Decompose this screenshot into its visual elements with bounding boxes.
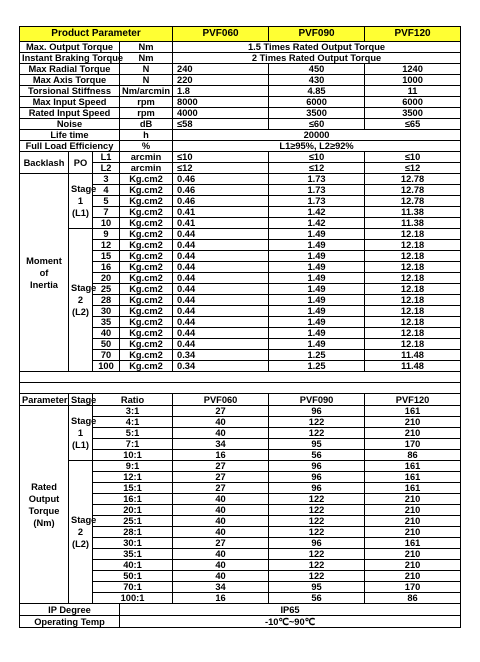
ratio-cell: 40 <box>93 328 120 339</box>
header-stage: Stage <box>69 394 93 406</box>
table-row <box>20 108 461 119</box>
value-cell: 161 <box>365 483 461 494</box>
table-row <box>20 75 461 86</box>
value-cell: 210 <box>365 494 461 505</box>
header-model: PVF120 <box>365 394 461 406</box>
unit-cell: Kg.cm2 <box>120 251 173 262</box>
ratio-cell: 40:1 <box>93 560 173 571</box>
inertia-label <box>20 174 69 372</box>
separator-cell <box>120 383 365 394</box>
value-cell: 12.18 <box>365 317 461 328</box>
value-cell: 0.44 <box>173 295 269 306</box>
value-cell: 12.78 <box>365 196 461 207</box>
ratio-cell: 25:1 <box>93 516 173 527</box>
unit-cell: Kg.cm2 <box>120 361 173 372</box>
unit-cell: Kg.cm2 <box>120 174 173 185</box>
value-cell: 3500 <box>365 108 461 119</box>
value-cell: 12.18 <box>365 328 461 339</box>
value-cell: 210 <box>365 560 461 571</box>
stage-2-label <box>69 229 97 372</box>
value-cell: 27 <box>173 472 269 483</box>
unit-cell: Kg.cm2 <box>120 350 173 361</box>
value-cell: 122 <box>269 560 365 571</box>
ratio-cell: 16:1 <box>93 494 173 505</box>
value-cell: 40 <box>173 428 269 439</box>
value-cell: 1.73 <box>269 174 365 185</box>
param-unit: rpm <box>120 97 173 108</box>
unit-cell: Kg.cm2 <box>120 218 173 229</box>
value-cell: 161 <box>365 538 461 549</box>
value-cell: 96 <box>269 406 365 417</box>
value-cell: 40 <box>173 505 269 516</box>
value-cell: 86 <box>365 450 461 461</box>
header-model: PVF060 <box>173 27 269 42</box>
value-cell: 1240 <box>365 64 461 75</box>
value-cell: 11 <box>365 86 461 97</box>
value-cell: ≤10 <box>173 152 269 163</box>
ratio-cell: 9:1 <box>93 461 173 472</box>
footer-label: IP Degree <box>20 604 120 616</box>
spec-sheet <box>19 26 460 628</box>
value-cell: 0.46 <box>173 174 269 185</box>
table-row <box>20 174 461 185</box>
value-cell: 0.44 <box>173 273 269 284</box>
table-row <box>20 141 461 152</box>
value-cell: 12.18 <box>365 229 461 240</box>
stage-label-line: Stage <box>71 515 97 525</box>
ratio-cell: 50 <box>93 339 120 350</box>
unit-cell: Kg.cm2 <box>120 317 173 328</box>
value-cell: 1.73 <box>269 185 365 196</box>
torque-header <box>20 394 461 406</box>
ratio-cell: 70:1 <box>93 582 173 593</box>
inertia-label-line: Moment of <box>26 255 62 278</box>
value-cell: 210 <box>365 417 461 428</box>
value-cell: 12.18 <box>365 240 461 251</box>
value-cell: 0.44 <box>173 306 269 317</box>
param-label: Rated Input Speed <box>20 108 120 119</box>
value-cell: 1.42 <box>269 218 365 229</box>
ratio-cell: 10:1 <box>93 450 173 461</box>
ratio-cell: 3 <box>93 174 120 185</box>
value-cell: 0.44 <box>173 240 269 251</box>
value-cell: 430 <box>269 75 365 86</box>
value-cell: 161 <box>365 472 461 483</box>
torque-label-line: Output <box>28 493 60 504</box>
value-cell: 0.44 <box>173 229 269 240</box>
table-row <box>20 152 461 163</box>
value-cell: 0.41 <box>173 207 269 218</box>
unit-cell: Kg.cm2 <box>120 306 173 317</box>
value-cell: ≤60 <box>269 119 365 130</box>
value-cell: 12.18 <box>365 273 461 284</box>
ratio-cell: 9 <box>93 229 120 240</box>
unit-cell: Kg.cm2 <box>120 262 173 273</box>
value-cell: 1.49 <box>269 251 365 262</box>
header-parameter: Parameter <box>20 394 69 406</box>
stage-label-line: 1 (L1) <box>71 428 90 450</box>
ratio-cell: 25 <box>93 284 120 295</box>
value-cell: 1.49 <box>269 273 365 284</box>
value-cell: 96 <box>269 472 365 483</box>
separator-cell <box>120 372 365 383</box>
stage-label-line: 2 (L2) <box>71 295 90 317</box>
stage-code: L1 <box>93 152 120 163</box>
value-cell: 56 <box>269 593 365 604</box>
value-cell: 0.44 <box>173 339 269 350</box>
torque-label <box>20 406 69 604</box>
param-unit: Nm <box>120 53 173 64</box>
ratio-cell: 5:1 <box>93 428 173 439</box>
value-cell: 122 <box>269 571 365 582</box>
ratio-cell: 50:1 <box>93 571 173 582</box>
value-cell: 27 <box>173 538 269 549</box>
ratio-cell: 15:1 <box>93 483 173 494</box>
torque-label-line: (Nm) <box>33 517 55 528</box>
unit-cell: Kg.cm2 <box>120 284 173 295</box>
value-cell: 6000 <box>365 97 461 108</box>
unit-cell: Kg.cm2 <box>120 273 173 284</box>
value-cell: 0.34 <box>173 361 269 372</box>
value-cell: 1.49 <box>269 295 365 306</box>
value-cell: 40 <box>173 571 269 582</box>
unit-cell: Kg.cm2 <box>120 196 173 207</box>
param-unit: Nm/arcmin <box>120 86 173 97</box>
value-cell: 40 <box>173 549 269 560</box>
separator-row <box>20 383 461 394</box>
unit-cell: Kg.cm2 <box>120 240 173 251</box>
value-cell: 0.44 <box>173 262 269 273</box>
stage-label-line: Stage <box>71 283 97 293</box>
unit-cell: Kg.cm2 <box>120 295 173 306</box>
table-header <box>20 27 461 42</box>
value-cell: 96 <box>269 538 365 549</box>
table-row <box>20 461 461 472</box>
value-cell: 1.49 <box>269 339 365 350</box>
stage-1-label <box>69 174 97 229</box>
value-cell: 170 <box>365 582 461 593</box>
value-cell: 12.78 <box>365 174 461 185</box>
header-model: PVF090 <box>269 27 365 42</box>
footer-value: IP65 <box>120 604 461 616</box>
header-model: PVF090 <box>269 394 365 406</box>
param-unit: h <box>120 130 173 141</box>
value-cell: 4000 <box>173 108 269 119</box>
value-cell: 40 <box>173 560 269 571</box>
ratio-cell: 35 <box>93 317 120 328</box>
ratio-cell: 10 <box>93 218 120 229</box>
stage-label-line: Stage <box>71 184 97 194</box>
ratio-cell: 35:1 <box>93 549 173 560</box>
inertia-label-line: Inertia <box>30 279 58 290</box>
value-cell: 450 <box>269 64 365 75</box>
value-cell: 12.18 <box>365 251 461 262</box>
value-cell: 210 <box>365 571 461 582</box>
value-cell: ≤12 <box>173 163 269 174</box>
value-cell: 95 <box>269 582 365 593</box>
separator-cell <box>365 383 461 394</box>
unit-cell: Kg.cm2 <box>120 185 173 196</box>
value-cell: ≤65 <box>365 119 461 130</box>
table-row <box>20 130 461 141</box>
param-label: Life time <box>20 130 120 141</box>
table-row <box>20 119 461 130</box>
value-cell: 12.78 <box>365 185 461 196</box>
table-row <box>20 64 461 75</box>
param-unit: dB <box>120 119 173 130</box>
unit-cell: arcmin <box>120 152 173 163</box>
value-cell: 0.44 <box>173 328 269 339</box>
value-cell: 0.44 <box>173 251 269 262</box>
separator-cell <box>20 372 120 383</box>
value-cell: 12.18 <box>365 295 461 306</box>
table-row <box>20 616 461 628</box>
value-cell: 1.73 <box>269 196 365 207</box>
product-parameter-table <box>19 26 461 628</box>
value-cell: 8000 <box>173 97 269 108</box>
ratio-cell: 5 <box>93 196 120 207</box>
value-cell: 0.34 <box>173 350 269 361</box>
ratio-cell: 30 <box>93 306 120 317</box>
unit-cell: arcmin <box>120 163 173 174</box>
stage-label-line: Stage <box>71 416 97 426</box>
table-row <box>20 229 461 240</box>
ratio-cell: 28:1 <box>93 527 173 538</box>
stage-1-label <box>69 406 97 461</box>
value-cell: 220 <box>173 75 269 86</box>
value-cell: 4.85 <box>269 86 365 97</box>
value-cell: 11.48 <box>365 361 461 372</box>
value-cell: 27 <box>173 483 269 494</box>
param-label: Instant Braking Torque <box>20 53 120 64</box>
value-cell: 11.38 <box>365 207 461 218</box>
param-label: Torsional Stiffness <box>20 86 120 97</box>
value-cell: 210 <box>365 428 461 439</box>
ratio-cell: 15 <box>93 251 120 262</box>
value-cell: 56 <box>269 450 365 461</box>
ratio-cell: 12 <box>93 240 120 251</box>
param-merged-value: 2 Times Rated Output Torque <box>173 53 461 64</box>
value-cell: 122 <box>269 527 365 538</box>
header-ratio: Ratio <box>93 394 173 406</box>
ratio-cell: 12:1 <box>93 472 173 483</box>
separator-cell <box>365 372 461 383</box>
value-cell: 210 <box>365 516 461 527</box>
header-model: PVF120 <box>365 27 461 42</box>
value-cell: 122 <box>269 505 365 516</box>
param-label: Max. Output Torque <box>20 42 120 53</box>
value-cell: 1.49 <box>269 328 365 339</box>
value-cell: 1.25 <box>269 350 365 361</box>
unit-cell: Kg.cm2 <box>120 339 173 350</box>
param-merged-value: 1.5 Times Rated Output Torque <box>173 42 461 53</box>
value-cell: 34 <box>173 439 269 450</box>
unit-cell: Kg.cm2 <box>120 207 173 218</box>
footer-value: -10℃~90℃ <box>120 616 461 628</box>
value-cell: 0.41 <box>173 218 269 229</box>
value-cell: 1.49 <box>269 229 365 240</box>
table-row <box>20 604 461 616</box>
ratio-cell: 30:1 <box>93 538 173 549</box>
backlash-label: Backlash <box>20 152 69 174</box>
param-unit: % <box>120 141 173 152</box>
stage-code: L2 <box>93 163 120 174</box>
value-cell: 161 <box>365 461 461 472</box>
value-cell: 40 <box>173 516 269 527</box>
value-cell: 6000 <box>269 97 365 108</box>
param-unit: Nm <box>120 42 173 53</box>
value-cell: ≤12 <box>269 163 365 174</box>
value-cell: 86 <box>365 593 461 604</box>
ratio-cell: 4:1 <box>93 417 173 428</box>
separator-cell <box>20 383 120 394</box>
table-row <box>20 97 461 108</box>
param-label: Max Radial Torque <box>20 64 120 75</box>
value-cell: 27 <box>173 461 269 472</box>
table-row <box>20 42 461 53</box>
value-cell: 1.42 <box>269 207 365 218</box>
value-cell: 95 <box>269 439 365 450</box>
value-cell: 16 <box>173 593 269 604</box>
value-cell: 122 <box>269 417 365 428</box>
value-cell: 0.44 <box>173 317 269 328</box>
ratio-cell: 20 <box>93 273 120 284</box>
header-model: PVF060 <box>173 394 269 406</box>
value-cell: 12.18 <box>365 284 461 295</box>
value-cell: ≤10 <box>269 152 365 163</box>
header-title: Product Parameter <box>20 27 173 42</box>
stage-label-line: 2 (L2) <box>71 527 90 549</box>
stage-label-line: 1 (L1) <box>71 196 90 218</box>
param-label: Max Input Speed <box>20 97 120 108</box>
value-cell: ≤58 <box>173 119 269 130</box>
table-row <box>20 406 461 417</box>
footer-label: Operating Temp <box>20 616 120 628</box>
unit-cell: Kg.cm2 <box>120 229 173 240</box>
value-cell: 3500 <box>269 108 365 119</box>
value-cell: 240 <box>173 64 269 75</box>
backlash-po: PO <box>69 152 93 174</box>
param-label: Full Load Efficiency <box>20 141 120 152</box>
torque-label-line: Rated <box>31 481 57 492</box>
value-cell: 12.18 <box>365 262 461 273</box>
value-cell: 210 <box>365 549 461 560</box>
value-cell: 210 <box>365 505 461 516</box>
value-cell: 40 <box>173 494 269 505</box>
value-cell: 122 <box>269 428 365 439</box>
value-cell: 11.48 <box>365 350 461 361</box>
value-cell: 40 <box>173 417 269 428</box>
value-cell: 12.18 <box>365 306 461 317</box>
value-cell: 96 <box>269 483 365 494</box>
param-label: Noise <box>20 119 120 130</box>
param-unit: rpm <box>120 108 173 119</box>
ratio-cell: 3:1 <box>93 406 173 417</box>
ratio-cell: 7 <box>93 207 120 218</box>
value-cell: 1.49 <box>269 284 365 295</box>
param-label: Max Axis Torque <box>20 75 120 86</box>
value-cell: ≤10 <box>365 152 461 163</box>
ratio-cell: 100 <box>93 361 120 372</box>
ratio-cell: 7:1 <box>93 439 173 450</box>
value-cell: 1000 <box>365 75 461 86</box>
ratio-cell: 4 <box>93 185 120 196</box>
value-cell: 34 <box>173 582 269 593</box>
value-cell: 96 <box>269 461 365 472</box>
value-cell: 122 <box>269 494 365 505</box>
value-cell: 122 <box>269 516 365 527</box>
param-merged-value: L1≥95%, L2≥92% <box>173 141 461 152</box>
ratio-cell: 20:1 <box>93 505 173 516</box>
value-cell: 0.46 <box>173 185 269 196</box>
value-cell: ≤12 <box>365 163 461 174</box>
value-cell: 40 <box>173 527 269 538</box>
param-merged-value: 20000 <box>173 130 461 141</box>
value-cell: 1.49 <box>269 306 365 317</box>
value-cell: 11.38 <box>365 218 461 229</box>
separator-row <box>20 372 461 383</box>
value-cell: 0.46 <box>173 196 269 207</box>
ratio-cell: 100:1 <box>93 593 173 604</box>
stage-2-label <box>69 461 97 604</box>
table-row <box>20 53 461 64</box>
param-unit: N <box>120 64 173 75</box>
table-row <box>20 86 461 97</box>
unit-cell: Kg.cm2 <box>120 328 173 339</box>
value-cell: 1.49 <box>269 317 365 328</box>
value-cell: 0.44 <box>173 284 269 295</box>
param-unit: N <box>120 75 173 86</box>
value-cell: 16 <box>173 450 269 461</box>
value-cell: 12.18 <box>365 339 461 350</box>
value-cell: 1.25 <box>269 361 365 372</box>
value-cell: 161 <box>365 406 461 417</box>
ratio-cell: 70 <box>93 350 120 361</box>
torque-label-line: Torque <box>28 505 60 516</box>
ratio-cell: 28 <box>93 295 120 306</box>
value-cell: 1.49 <box>269 262 365 273</box>
value-cell: 1.8 <box>173 86 269 97</box>
value-cell: 170 <box>365 439 461 450</box>
ratio-cell: 16 <box>93 262 120 273</box>
value-cell: 122 <box>269 549 365 560</box>
value-cell: 27 <box>173 406 269 417</box>
value-cell: 210 <box>365 527 461 538</box>
value-cell: 1.49 <box>269 240 365 251</box>
